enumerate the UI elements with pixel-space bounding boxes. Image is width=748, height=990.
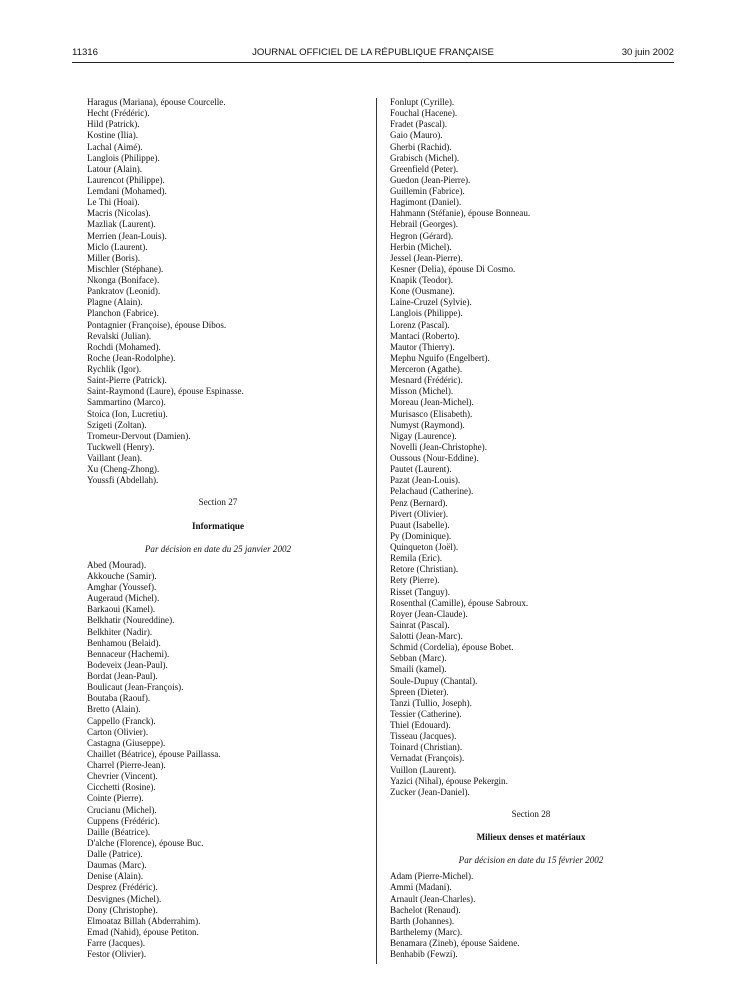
name-entry: Hebrail (Georges). (390, 219, 459, 230)
name-entry: Benamara (Zineb), épouse Saidene. (390, 938, 520, 948)
name-entry: Laurencot (Philippe). (87, 174, 165, 185)
name-entry: Bretto (Alain). (87, 704, 141, 715)
name-entry: Smaili (kamel). (390, 664, 447, 675)
name-entry: Pazat (Jean-Louis). (390, 475, 461, 486)
name-entry: Thiel (Edouard). (390, 720, 451, 730)
issue-date: 30 juin 2002 (621, 47, 674, 58)
name-entry: Jessel (Jean-Pierre). (390, 252, 463, 263)
name-entry: Tuckwell (Henry). (87, 441, 155, 452)
name-entry: Sainrat (Pascal). (390, 619, 450, 630)
name-entry: Haragus (Mariana), épouse Courcelle. (87, 97, 226, 107)
name-entry: Bordat (Jean-Paul). (87, 671, 158, 681)
name-entry: Pankratov (Leonid). (87, 286, 161, 297)
name-entry: Grabisch (Michel). (390, 152, 460, 163)
name-entry: Soule-Dupuy (Chantal). (390, 675, 478, 686)
name-entry: Royer (Jean-Claude). (390, 608, 468, 619)
name-entry: Mephu Nguifo (Engelbert). (390, 352, 490, 363)
name-entry: Mantaci (Roberto). (390, 330, 460, 341)
name-entry: Nkonga (Boniface). (87, 275, 160, 285)
name-entry: Charrel (Pierre-Jean). (87, 760, 166, 770)
name-entry: Elmoataz Billah (Abderrahim). (87, 915, 201, 926)
decision-date: Par décision en date du 15 février 2002 (458, 855, 604, 866)
name-entry: Laine-Cruzel (Sylvie). (390, 297, 472, 308)
name-entry: Sammartino (Marco). (87, 397, 166, 408)
name-entry: Pontagnier (Françoise), épouse Dibos. (87, 319, 227, 330)
name-entry: Nigay (Laurence). (390, 430, 457, 441)
name-entry: Rychlik (Igor). (87, 364, 142, 374)
name-entry: Yazici (Nihal), épouse Pekergin. (390, 775, 508, 786)
name-entry: Daumas (Marc). (87, 860, 147, 871)
name-entry: Retore (Christian). (390, 564, 459, 575)
name-entry: Gaio (Mauro). (390, 130, 443, 141)
name-entry: Belkhatir (Noureddine). (87, 615, 175, 626)
name-entry: Vaillant (Jean). (87, 453, 143, 463)
name-entry: Pelachaud (Catherine). (390, 486, 474, 497)
name-entry: Numyst (Raymond). (390, 419, 465, 430)
name-entry: Mazliak (Laurent). (87, 219, 156, 230)
name-entry: Greenfield (Peter). (390, 163, 459, 174)
section-block (390, 809, 672, 866)
name-entry: Salotti (Jean-Marc). (390, 631, 463, 641)
name-entry: Herbin (Michel). (390, 241, 452, 252)
name-entry: Novelli (Jean-Christophe). (390, 441, 487, 452)
name-list (390, 97, 674, 798)
name-entry: D'alche (Florence), épouse Buc. (87, 837, 204, 848)
name-entry: Pautet (Laurent). (390, 464, 452, 475)
name-entry: Carton (Olivier). (87, 726, 149, 737)
name-list (87, 97, 367, 486)
name-entry: Lachal (Aimé). (87, 141, 143, 152)
name-entry: Saint-Pierre (Patrick). (87, 375, 167, 386)
name-entry: Misson (Michel). (390, 386, 454, 397)
name-entry: Mautor (Thierry). (390, 341, 455, 352)
name-entry: Emad (Nahid), épouse Petiton. (87, 926, 199, 937)
name-entry: Szigeti (Zoltan). (87, 419, 147, 430)
name-entry: Macris (Nicolas). (87, 208, 151, 219)
page-number: 11316 (72, 47, 98, 58)
name-entry: Mischler (Stéphane). (87, 263, 164, 274)
name-entry: Planchon (Fabrice). (87, 308, 159, 319)
name-entry: Hagimont (Daniel). (390, 197, 462, 208)
name-entry: Quinqueton (Joël). (390, 542, 459, 552)
name-entry: Xu (Cheng-Zhong). (87, 464, 160, 475)
name-entry: Benhamou (Belaid). (87, 637, 161, 648)
name-entry: Le Thi (Hoai). (87, 197, 140, 208)
name-entry: Belkhiter (Nadir). (87, 626, 153, 637)
name-entry: Latour (Alain). (87, 163, 143, 174)
name-entry: Zucker (Jean-Daniel). (390, 786, 470, 797)
name-entry: Langlois (Philippe). (87, 152, 160, 163)
name-entry: Miclo (Laurent). (87, 241, 148, 252)
name-entry: Akkouche (Samir). (87, 570, 157, 581)
name-entry: Schmid (Cordelia), épouse Bobet. (390, 642, 514, 653)
name-entry: Knapik (Teodor). (390, 275, 453, 285)
name-entry: Lorenz (Pascal). (390, 319, 450, 330)
name-entry: Hild (Patrick). (87, 119, 140, 130)
name-entry: Tanzi (Tullio, Joseph). (390, 697, 472, 708)
section-subject: Informatique (191, 520, 245, 531)
name-entry: Boutaba (Raouf). (87, 693, 151, 704)
name-entry: Benhabib (Fewzi). (390, 949, 458, 960)
name-entry: Barthelemy (Marc). (390, 926, 463, 937)
name-entry: Toinard (Christian). (390, 742, 463, 753)
name-entry: Cointe (Pierre). (87, 793, 144, 804)
name-entry: Fonlupt (Cyrille). (390, 97, 455, 107)
name-entry: Youssfi (Abdellah). (87, 475, 159, 486)
name-entry: Tessier (Catherine). (390, 708, 462, 719)
name-entry: Bachelot (Renaud). (390, 904, 461, 915)
name-entry: Ammi (Madani). (390, 882, 452, 893)
name-entry: Bodeveix (Jean-Paul). (87, 659, 168, 670)
name-entry: Crucianu (Michel). (87, 804, 157, 815)
name-entry: Sebban (Marc). (390, 653, 447, 664)
name-entry: Cuppens (Frédéric). (87, 815, 160, 826)
section-subject: Milieux denses et matériaux (476, 832, 586, 842)
column-divider (376, 98, 377, 964)
name-list (390, 871, 674, 960)
name-entry: Chevrier (Vincent). (87, 771, 158, 782)
name-entry: Desprez (Frédéric). (87, 882, 158, 893)
name-entry: Murisasco (Elisabeth). (390, 408, 473, 419)
name-entry: Guedon (Jean-Pierre). (390, 174, 471, 185)
name-entry: Kostine (Ilia). (87, 130, 139, 141)
decision-date: Par décision en date du 25 janvier 2002 (144, 543, 292, 554)
name-entry: Moreau (Jean-Michel). (390, 397, 474, 408)
name-entry: Hegron (Gérard). (390, 230, 454, 241)
left-column (87, 97, 367, 960)
name-entry: Kesner (Delia), épouse Di Cosmo. (390, 263, 516, 274)
name-entry: Abed (Mourad). (87, 559, 147, 570)
section-block (87, 497, 349, 554)
name-entry: Augeraud (Michel). (87, 593, 160, 604)
name-entry: Plagne (Alain). (87, 297, 143, 308)
name-entry: Rochdi (Mohamed). (87, 341, 161, 352)
name-entry: Revalski (Julian). (87, 330, 152, 341)
name-entry: Saint-Raymond (Laure), épouse Espinasse. (87, 386, 244, 397)
name-entry: Guillemin (Fabrice). (390, 186, 465, 196)
name-entry: Arnault (Jean-Charles). (390, 893, 476, 904)
name-entry: Cappello (Franck). (87, 715, 156, 726)
name-entry: Adam (Pierre-Michel). (390, 871, 474, 882)
name-entry: Pivert (Olivier). (390, 508, 449, 519)
page-header (72, 47, 674, 63)
name-entry: Spreen (Dieter). (390, 686, 449, 697)
name-entry: Lemdani (Mohamed). (87, 186, 167, 196)
name-entry: Stoica (Ion, Lucretiu). (87, 408, 168, 419)
name-entry: Cicchetti (Rosine). (87, 782, 156, 793)
name-entry: Penz (Bernard). (390, 497, 448, 508)
name-entry: Fradet (Pascal). (390, 119, 448, 130)
name-entry: Vernadat (François). (390, 753, 465, 764)
section-label: Section 27 (198, 497, 238, 508)
name-entry: Oussous (Nour-Eddine). (390, 453, 479, 463)
name-entry: Hecht (Frédéric). (87, 108, 150, 119)
name-entry: Merceron (Agathe). (390, 364, 463, 374)
name-entry: Merrien (Jean-Louis). (87, 230, 167, 241)
name-entry: Boulicaut (Jean-François). (87, 682, 184, 693)
name-entry: Chaillet (Béatrice), épouse Paillassa. (87, 748, 221, 759)
name-entry: Roche (Jean-Rodolphe). (87, 352, 176, 363)
name-list (87, 560, 367, 961)
name-entry: Mesnard (Frédéric). (390, 375, 463, 386)
name-entry: Dalle (Patrice). (87, 849, 143, 859)
name-entry: Desvignes (Michel). (87, 893, 162, 904)
name-entry: Denise (Alain). (87, 871, 144, 882)
name-entry: Gherbi (Rachid). (390, 141, 452, 152)
name-entry: Barth (Johannes). (390, 915, 455, 926)
name-entry: Farre (Jacques). (87, 938, 146, 948)
name-entry: Festor (Olivier). (87, 949, 147, 960)
name-entry: Rety (Pierre). (390, 575, 440, 586)
name-entry: Vuillon (Laurent). (390, 764, 457, 775)
name-entry: Bennaceur (Hachemi). (87, 648, 170, 659)
name-entry: Fouchal (Hacene). (390, 108, 458, 119)
name-entry: Langlois (Philippe). (390, 308, 463, 319)
name-entry: Remila (Eric). (390, 553, 443, 564)
header-rule (72, 62, 674, 63)
name-entry: Puaut (Isabelle). (390, 519, 450, 530)
name-entry: Risset (Tanguy). (390, 586, 450, 597)
name-entry: Miller (Boris). (87, 252, 141, 263)
name-entry: Barkaoui (Kamel). (87, 604, 156, 615)
journal-title: JOURNAL OFFICIEL DE LA RÉPUBLIQUE FRANÇAISE (252, 47, 494, 58)
name-entry: Py (Dominique). (390, 530, 452, 541)
right-column (390, 97, 674, 960)
name-entry: Tisseau (Jacques). (390, 731, 457, 742)
section-label: Section 28 (511, 808, 551, 819)
name-entry: Tromeur-Dervout (Damien). (87, 430, 191, 441)
name-entry: Daille (Béatrice). (87, 826, 151, 837)
name-entry: Hahmann (Stéfanie), épouse Bonneau. (390, 208, 531, 219)
name-entry: Amghar (Youssef). (87, 582, 157, 592)
name-entry: Dony (Christophe). (87, 904, 158, 915)
name-entry: Rosenthal (Camille), épouse Sabroux. (390, 597, 529, 608)
name-entry: Kone (Ousmane). (390, 286, 455, 297)
name-entry: Castagna (Giuseppe). (87, 737, 166, 748)
